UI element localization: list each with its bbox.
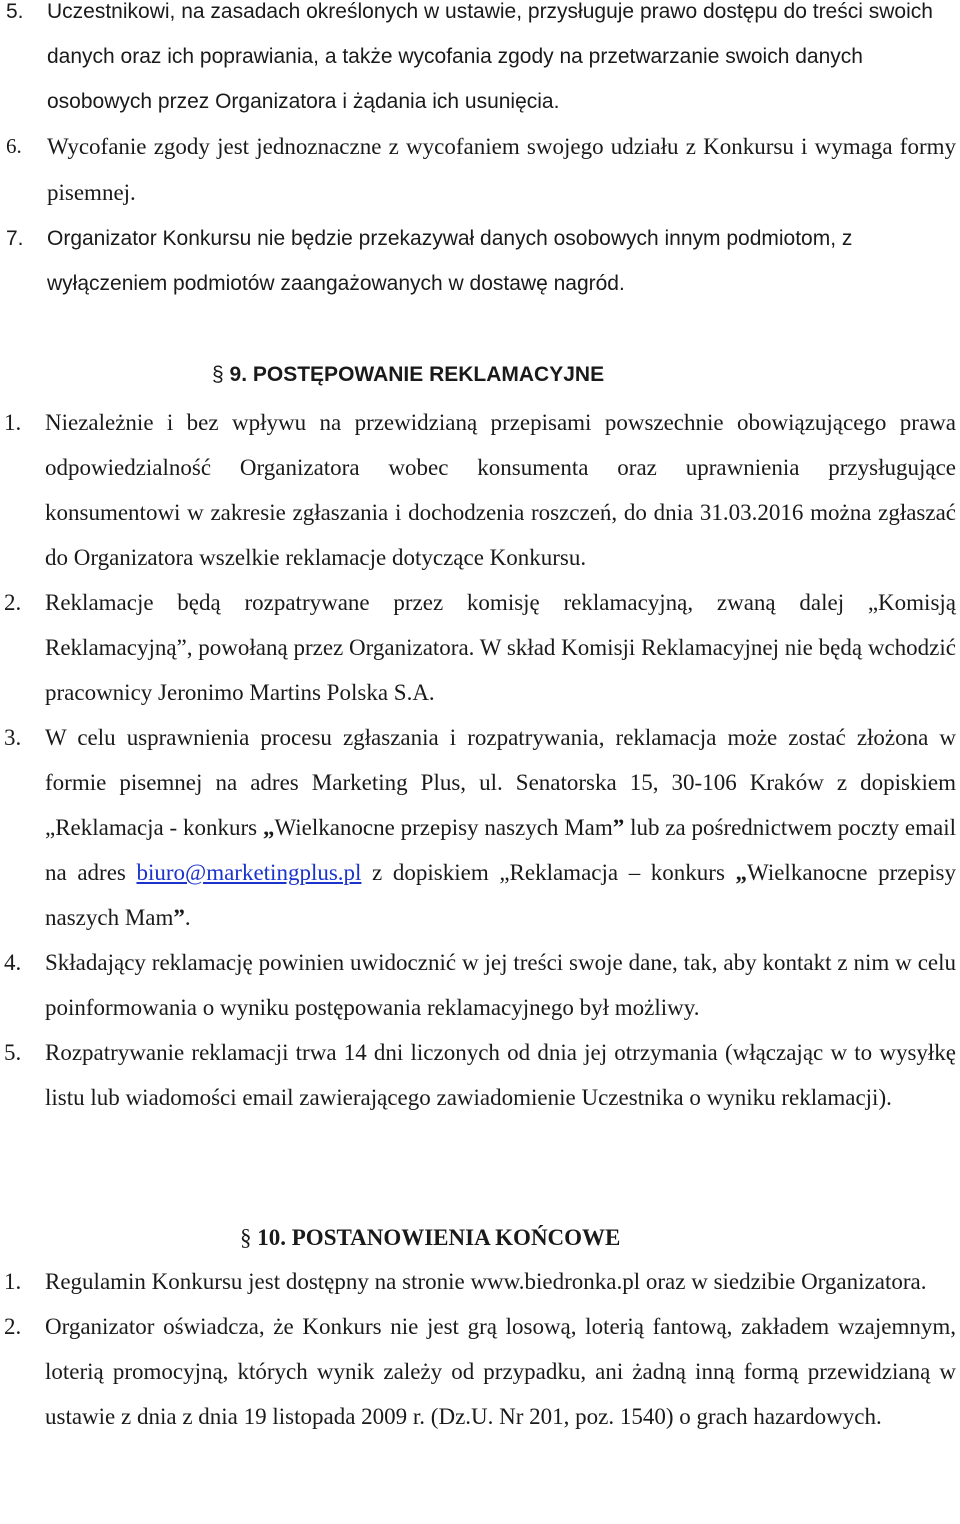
paragraph-text: Składający reklamację powinien uwidocznić w jej treści swoje dane, tak, aby kontakt z nim w celu poinformowania o wyniku postępowania reklamacyjnego był możliwy. [45,950,956,1020]
list-number: 2. [4,1314,22,1339]
quote-close: ” [612,815,625,840]
list-item [6,216,956,306]
list-item [4,1259,956,1304]
paragraph-text: Regulamin Konkursu jest dostępny na stronie www.biedronka.pl oraz w siedzibie Organizatora. [45,1269,927,1294]
list-item [4,940,956,1030]
list-number: 1. [4,410,22,435]
email-link[interactable]: biuro@marketingplus.pl [136,860,362,885]
paragraph-text-a: W celu usprawnienia procesu zgłaszania i rozpatrywania, reklamacja może zostać złożona w formie pisemnej na adres Marketing Plus, ul. Senatorska 15, 30-106 Kraków z dopiskiem „Reklamacja - konkurs [45,725,956,840]
paragraph-text: Wycofanie zgody jest jednoznaczne z wycofaniem swojego udziału z Konkursu i wymaga formy pisemnej. [47,134,956,205]
list-item [6,124,956,216]
section-symbol: § [212,363,224,386]
paragraph-text: Uczestnikowi, na zasadach określonych w ustawie, przysługuje prawo dostępu do treści swoich danych oraz ich poprawiania, a także wycofania zgody na przetwarzanie swoich danych osobowych przez Organizatora i żądania ich usunięcia. [47,0,933,113]
section-title: 10. POSTANOWIENIA KOŃCOWE [257,1225,621,1250]
list-item [4,715,956,940]
list-number: 2. [4,590,22,615]
contest-name: Wielkanocne przepisy naszych Mam [45,860,956,930]
contest-name: Wielkanocne przepisy naszych Mam [274,815,613,840]
list-number: 5. [4,1040,22,1065]
list-item [4,1304,956,1439]
section-10-list [4,1259,956,1439]
paragraph-text: Organizator oświadcza, że Konkurs nie jest grą losową, loterią fantową, zakładem wzajemnym, loterią promocyjną, których wynik zależy od przypadku, ani żadną inną formą przewidzianą w ustawie z dnia z dnia 19 listopada 2009 r. (Dz.U. Nr 201, poz. 1540) o grach hazardowych. [45,1314,956,1429]
quote-close: ” [173,905,185,930]
list-item [4,400,956,580]
list-number: 1. [4,1269,22,1294]
paragraph-text: Rozpatrywanie reklamacji trwa 14 dni liczonych od dnia jej otrzymania (włączając w to wysyłkę listu lub wiadomości email zawierającego zawiadomienie Uczestnika o wyniku reklamacji). [45,1040,956,1110]
list-item [4,580,956,715]
section-10-heading [240,1215,620,1260]
section-title: 9. POSTĘPOWANIE REKLAMACYJNE [229,363,605,386]
list-number: 6. [6,134,22,158]
paragraph-text-d: . [184,905,191,930]
section-9-heading [212,352,604,397]
section-symbol: § [240,1225,252,1250]
quote-open: „ [262,815,275,840]
list-number: 7. [6,227,24,250]
paragraph-text-c: z dopiskiem „Reklamacja – konkurs [361,860,736,885]
list-item [4,1030,956,1120]
paragraph-text: Niezależnie i bez wpływu na przewidzianą przepisami powszechnie obowiązującego prawa odpowiedzialność Organizatora wobec konsumenta oraz uprawnienia przysługujące konsumentowi w zakresie zgłaszania i dochodzenia roszczeń, do dnia 31.03.2016 można zgłaszać do Organizatora wszelkie reklamacje dotyczące Konkursu. [45,410,956,570]
section-8-list [6,0,956,306]
paragraph-text: Reklamacje będą rozpatrywane przez komisję reklamacyjną, zwaną dalej „Komisją Reklamacyjną”, powołaną przez Organizatora. W skład Komisji Reklamacyjnej nie będą wchodzić pracownicy Jeronimo Martins Polska S.A. [45,590,956,705]
list-number: 4. [4,950,22,975]
paragraph-text: Organizator Konkursu nie będzie przekazywał danych osobowych innym podmiotom, z wyłączeniem podmiotów zaangażowanych w dostawę nagród. [47,227,853,295]
list-item [6,0,956,124]
list-number: 3. [4,725,22,750]
list-number: 5. [6,0,24,23]
paragraph-text-b: lub za pośrednictwem poczty email na adres [45,815,956,885]
quote-open: „ [735,860,748,885]
section-9-list [4,400,956,1120]
